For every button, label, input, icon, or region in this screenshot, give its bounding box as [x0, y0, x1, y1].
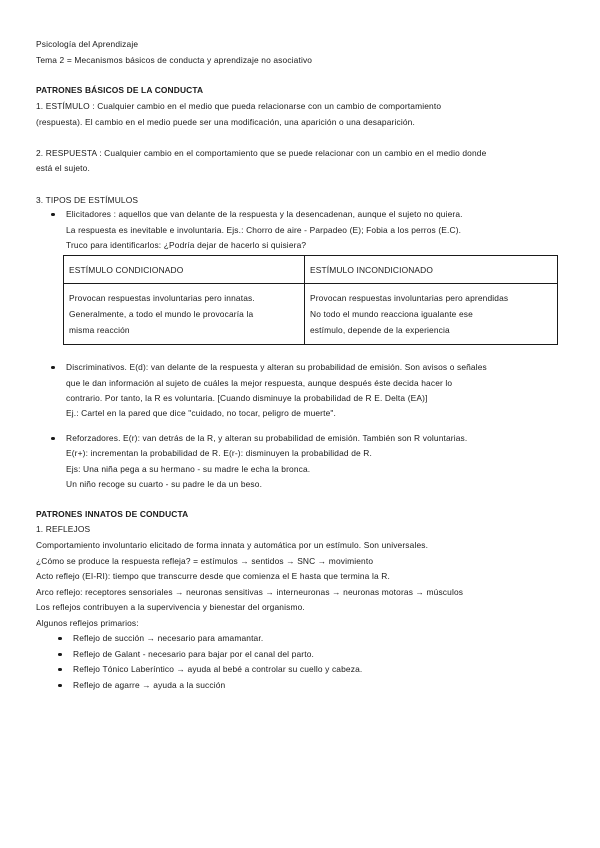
table-header-incondicionado	[305, 256, 558, 284]
table-header-condicionado	[64, 256, 305, 284]
reflejos-line-6: Algunos reflejos primarios:	[36, 618, 139, 628]
primario-agarre: Reflejo de agarre → ayuda a la succión	[73, 680, 226, 690]
table-body-row	[64, 284, 558, 345]
discriminativos-line-4: Ej.: Cartel en la pared que dice "cuidado, no tocar, peligro de muerte".	[66, 408, 337, 418]
header-incondicionado-label: ESTÍMULO INCONDICIONADO	[310, 264, 434, 275]
incondicionado-line-1: Provocan respuestas involuntarias pero aprendidas	[310, 293, 509, 303]
tipos-estimulos-title: 3. TIPOS DE ESTÍMULOS	[36, 195, 139, 205]
topic-title: Tema 2 = Mecanismos básicos de conducta y aprendizaje no asociativo	[36, 55, 313, 65]
estimulo-line-2: (respuesta). El cambio en el medio puede ser una modificación, una aparición o una desaparición.	[36, 117, 415, 127]
course-title: Psicología del Aprendizaje	[36, 39, 139, 49]
table-cell-condicionado	[64, 284, 305, 345]
condicionado-line-1: Provocan respuestas involuntarias pero innatas.	[69, 293, 255, 303]
discriminativos-line-1: Discriminativos. E(d): van delante de la respuesta y alteran su probabilidad de emisión. Son avisos o señales	[66, 362, 487, 372]
reflejos-title: 1. REFLEJOS	[36, 524, 91, 534]
condicionado-line-2: Generalmente, a todo el mundo le provocaría la	[69, 309, 254, 319]
primario-succion: Reflejo de succión → necesario para amamantar.	[73, 633, 264, 643]
respuesta-line-2: está el sujeto.	[36, 163, 90, 173]
reflejos-line-3: Acto reflejo (EI-RI): tiempo que transcurre desde que comienza el E hasta que termina la R.	[36, 571, 390, 581]
table-header-row	[64, 256, 558, 284]
bullet-icon	[58, 637, 62, 641]
reforzadores-line-3: Ejs: Una niña pega a su hermano - su madre le echa la bronca.	[66, 464, 311, 474]
incondicionado-line-2: No todo el mundo reacciona igualante ese	[310, 309, 473, 319]
table-cell-incondicionado	[305, 284, 558, 345]
elicitadores-line-3: Truco para identificarlos: ¿Podría dejar de hacerlo si quisiera?	[66, 240, 307, 250]
primario-galant: Reflejo de Galant - necesario para bajar por el canal del parto.	[73, 649, 314, 659]
bullet-icon	[58, 684, 62, 688]
reflejos-line-4: Arco reflejo: receptores sensoriales → neuronas sensitivas → interneuronas → neuronas motoras → músculos	[36, 587, 464, 597]
respuesta-line-1: 2. RESPUESTA : Cualquier cambio en el comportamiento que se puede relacionar con un cambio en el medio donde	[36, 148, 487, 158]
reflejos-line-2: ¿Cómo se produce la respuesta refleja? = estímulos → sentidos → SNC → movimiento	[36, 556, 374, 566]
reflejos-line-5: Los reflejos contribuyen a la supervivencia y bienestar del organismo.	[36, 602, 305, 612]
bullet-icon	[51, 366, 55, 370]
elicitadores-line-2: La respuesta es inevitable e involuntaria. Ejs.: Chorro de aire - Parpadeo (E); Fobia a los perros (E.C).	[66, 225, 462, 235]
discriminativos-line-3: contrario. Por tanto, la R es voluntaria. [Cuando disminuye la probabilidad de R E. Delta (EA)]	[66, 393, 428, 403]
reforzadores-line-2: E(r+): incrementan la probabilidad de R. E(r-): disminuyen la probabilidad de R.	[66, 448, 372, 458]
discriminativos-line-2: que le dan información al sujeto de cuáles la mejor respuesta, aunque después éste decida hacer lo	[66, 378, 453, 388]
reforzadores-line-1: Reforzadores. E(r): van detrás de la R, y alteran su probabilidad de emisión. También son R voluntarias.	[66, 433, 468, 443]
estimulo-line-1: 1. ESTÍMULO : Cualquier cambio en el medio que pueda relacionarse con un cambio de comportamiento	[36, 101, 442, 111]
section-title-patrones-innatos: PATRONES INNATOS DE CONDUCTA	[36, 509, 189, 519]
bullet-icon	[51, 213, 55, 217]
condicionado-line-3: misma reacción	[69, 325, 130, 335]
primario-tonico: Reflejo Tónico Laberíntico → ayuda al bebé a controlar su cuello y cabeza.	[73, 664, 363, 674]
bullet-icon	[51, 437, 55, 441]
stimulus-comparison-table	[63, 255, 558, 345]
incondicionado-line-3: estímulo, depende de la experiencia	[310, 325, 450, 335]
elicitadores-line-1: Elicitadores : aquellos que van delante de la respuesta y la desencadenan, aunque el sujeto no quiera.	[66, 209, 463, 219]
bullet-icon	[58, 653, 62, 657]
reflejos-line-1: Comportamiento involuntario elicitado de forma innata y automática por un estímulo. Son universales.	[36, 540, 429, 550]
section-title-patrones-basicos: PATRONES BÁSICOS DE LA CONDUCTA	[36, 85, 204, 95]
bullet-icon	[58, 668, 62, 672]
header-condicionado-label: ESTÍMULO CONDICIONADO	[69, 264, 184, 275]
reforzadores-line-4: Un niño recoge su cuarto - su padre le da un beso.	[66, 479, 263, 489]
